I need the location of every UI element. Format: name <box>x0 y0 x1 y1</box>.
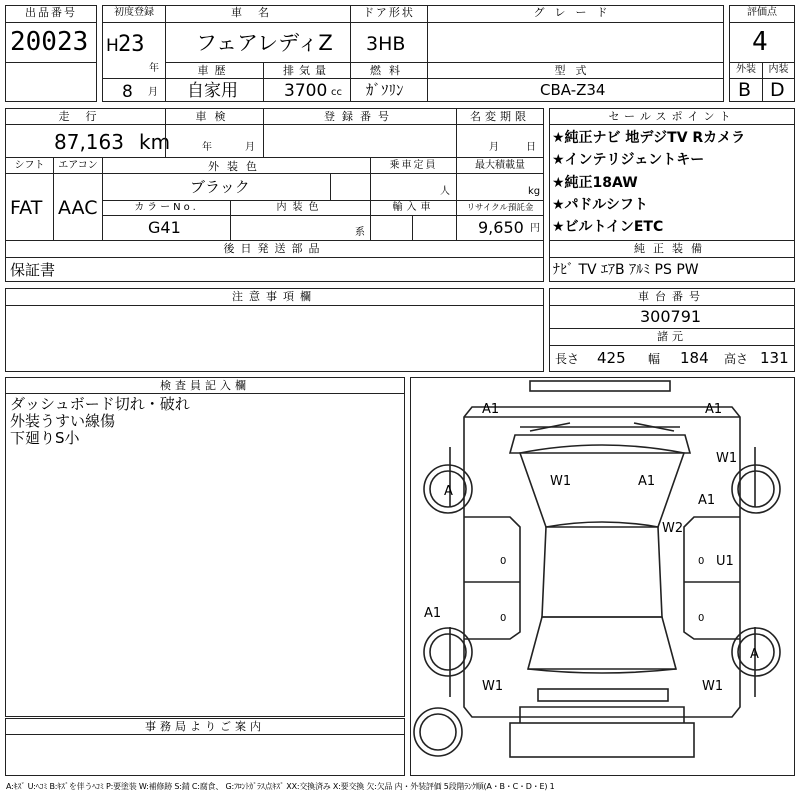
sales-point-item: ★純正18AW <box>552 175 638 191</box>
damage-mark: U1 <box>716 554 734 569</box>
later-parts-label: 後日発送部品 <box>223 242 326 255</box>
length: 425 <box>597 349 626 367</box>
first-reg-month: 8 <box>122 82 133 102</box>
dimensions-label: 諸元 <box>657 330 687 343</box>
damage-mark: 0 <box>500 613 507 624</box>
grade-label: グレード <box>533 6 618 19</box>
damage-mark: W1 <box>702 679 724 694</box>
history: 自家用 <box>187 81 238 101</box>
height-label: 高さ <box>724 352 749 366</box>
score-label: 評価点 <box>747 7 777 18</box>
model: CBA-Z34 <box>540 81 606 99</box>
color-no: G41 <box>148 218 181 237</box>
exterior-grade: B <box>738 79 752 101</box>
import-label: 輸入車 <box>392 202 435 213</box>
damage-mark: 0 <box>698 613 705 624</box>
exterior-grade-label: 外装 <box>736 64 756 75</box>
damage-mark: W1 <box>482 679 504 694</box>
first-reg-month-unit: 月 <box>148 87 158 98</box>
damage-mark: A1 <box>705 402 723 417</box>
sales-point-item: ★ビルトインETC <box>552 219 664 235</box>
model-label: 型式 <box>554 64 597 77</box>
inspector-line: 外装うすい線傷 <box>10 412 116 430</box>
legend: A:ｷｽﾞ U:ﾍｺﾐ B:ｷｽﾞを伴うﾍｺﾐ P:要塗装 W:補修跡 S:錆 C:腐食、 G:ﾌﾛﾝﾄｶﾞﾗｽ点ｷｽﾞ XX:交換済み X:要交換 欠:欠品 内・外装評価 5段階ﾗﾝｸ順(A・B・C・D・E) 1 <box>6 782 555 791</box>
lot-number-extra <box>5 62 97 102</box>
score: 4 <box>752 27 768 57</box>
recycle-fee: 9,650 <box>478 218 524 237</box>
capacity-unit: 人 <box>440 186 450 197</box>
genuine-equipment: ﾅﾋﾞ TV ｴｱB ｱﾙﾐ PS PW <box>553 262 699 278</box>
height: 131 <box>760 349 789 367</box>
load-label: 最大積載量 <box>475 160 525 171</box>
lot-number-label: 出品番号 <box>25 6 77 19</box>
load-unit: kg <box>528 186 541 197</box>
damage-mark: 0 <box>698 556 705 567</box>
ext-color: ブラック <box>190 178 250 196</box>
sales-point-item: ★インテリジェントキー <box>552 152 705 168</box>
door-label: ドア形状 <box>363 6 415 19</box>
history-label: 車歴 <box>197 64 232 77</box>
damage-mark: 0 <box>500 556 507 567</box>
reg-number-label: 登録番号 <box>324 110 396 123</box>
inspector-line: ダッシュボード切れ・破れ <box>10 395 190 413</box>
interior-grade-label: 内装 <box>768 64 789 75</box>
interior-grade: D <box>770 79 785 101</box>
ac: AAC <box>58 197 98 219</box>
fuel-label: 燃料 <box>370 64 408 77</box>
color-no-label: カラーNo. <box>134 202 199 213</box>
damage-mark: A <box>750 647 759 662</box>
damage-mark: A1 <box>638 474 656 489</box>
length-label: 長さ <box>555 352 580 366</box>
mileage-label: 走行 <box>58 110 113 123</box>
later-parts: 保証書 <box>10 261 56 279</box>
damage-mark: A <box>444 484 453 499</box>
damage-mark: W1 <box>716 451 738 466</box>
inspector-label: 検査員記入欄 <box>160 379 250 392</box>
first-reg-era: H <box>106 36 119 56</box>
displacement: 3700 <box>284 81 328 101</box>
damage-mark: W1 <box>550 474 572 489</box>
int-color-label: 内装色 <box>276 202 325 213</box>
mileage-unit: km <box>139 130 171 154</box>
first-reg-label: 初度登録 <box>114 7 154 18</box>
name-change-label: 名変期限 <box>470 110 530 123</box>
inspection-year-unit: 年 <box>202 142 212 153</box>
door-type: 3HB <box>366 33 406 55</box>
inspection-label: 車検 <box>195 110 234 123</box>
genuine-equipment-label: 純正装備 <box>634 242 710 255</box>
lot-number: 20023 <box>10 27 89 57</box>
name-change-month-unit: 月 <box>489 142 499 153</box>
displacement-label: 排気量 <box>283 64 331 77</box>
sales-point-item: ★パドルシフト <box>552 197 648 213</box>
damage-mark: A1 <box>482 402 500 417</box>
ac-label: エアコン <box>58 160 98 171</box>
width-label: 幅 <box>648 352 661 366</box>
sales-points-label: セールスポイント <box>608 110 736 123</box>
car-name: フェアレディZ <box>196 31 333 55</box>
inspector-line: 下廻りS小 <box>10 429 80 447</box>
notes-label: 注意事項欄 <box>232 290 317 303</box>
chassis-label: 車台番号 <box>638 290 706 303</box>
shift: FAT <box>10 197 43 219</box>
width: 184 <box>680 349 709 367</box>
damage-mark: A1 <box>424 606 442 621</box>
damage-mark: W2 <box>662 521 684 536</box>
car-name-label: 車名 <box>231 6 285 19</box>
fuel: ｶﾞｿﾘﾝ <box>366 81 404 99</box>
first-reg-year-unit: 年 <box>149 63 159 74</box>
sales-point-item: ★純正ナビ 地デジTV Rカメラ <box>552 130 746 146</box>
recycle-label: リサイクル預託金 <box>466 203 534 213</box>
first-reg-year: 23 <box>118 32 145 57</box>
damage-mark: A1 <box>698 493 716 508</box>
mileage: 87,163 <box>54 130 124 154</box>
shift-label: シフト <box>14 160 45 171</box>
displacement-unit: cc <box>331 87 342 98</box>
office-label: 事務局よりご案内 <box>145 720 265 733</box>
recycle-unit: 円 <box>530 223 540 234</box>
inspection-month-unit: 月 <box>245 142 255 153</box>
name-change-day-unit: 日 <box>526 142 536 153</box>
int-color-unit: 系 <box>355 227 365 238</box>
capacity-label: 乗車定員 <box>389 160 438 171</box>
ext-color-label: 外装色 <box>208 160 265 173</box>
car-diagram <box>410 377 795 776</box>
chassis-number: 300791 <box>640 307 702 326</box>
